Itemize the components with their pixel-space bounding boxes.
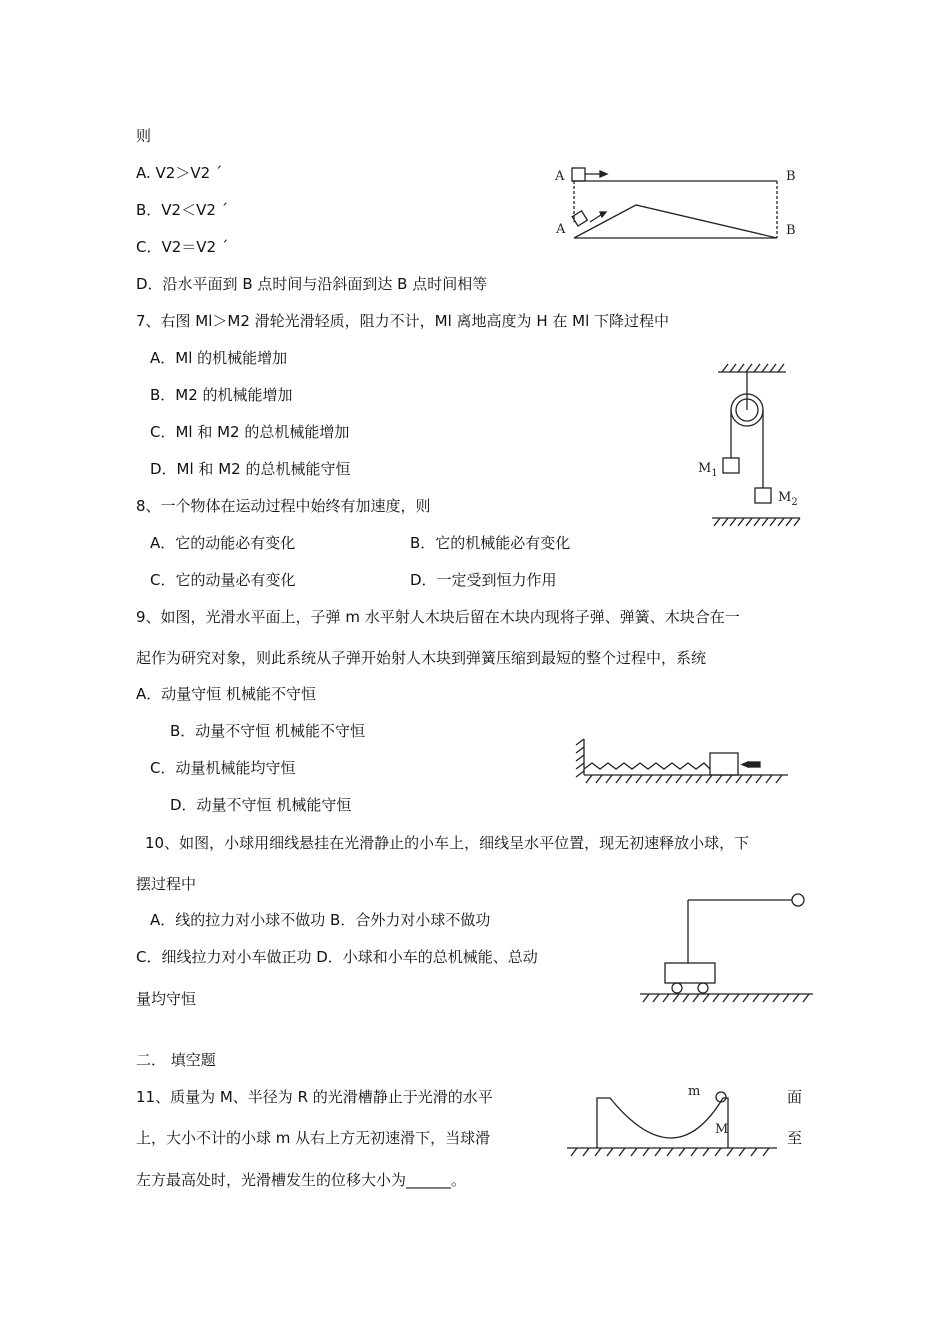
q8-option-b: B．它的机械能必有变化	[410, 534, 571, 552]
q9-floor-hatch	[586, 775, 782, 783]
q9-option-c: C．动量机械能均守恒	[150, 759, 296, 777]
q10-options-cd: C．细线拉力对小车做正功 D．小球和小车的总机械能、总动	[136, 948, 538, 966]
q8-option-a: A．它的动能必有变化	[150, 534, 296, 552]
q6-option-a: A. V2＞V2 ´	[136, 164, 223, 182]
q6-label-b-bottom: B	[786, 223, 796, 238]
q7-mass-m1	[723, 458, 739, 473]
q6-tail: 则	[136, 127, 152, 145]
q10-stem-line1: 10、如图，小球用细线悬挂在光滑静止的小车上，细线呈水平位置，现无初速释放小球，下	[145, 834, 750, 852]
q7-pulley-figure	[690, 360, 820, 535]
q7-label-m2: $M_2$	[778, 490, 798, 508]
q6-option-d: D．沿水平面到 B 点时间与沿斜面到达 B 点时间相等	[136, 275, 488, 293]
q11-label-M: M	[715, 1122, 729, 1137]
q6-label-a-bottom: A	[556, 222, 566, 237]
q9-spring	[584, 763, 710, 769]
q8-stem: 8、一个物体在运动过程中始终有加速度，则	[136, 497, 431, 515]
q11-ground-hatch	[571, 1148, 769, 1156]
q10-stem-line2: 摆过程中	[136, 875, 197, 893]
q11-line2: 上，大小不计的小球 m 从右上方无初速滑下，当球滑	[136, 1129, 491, 1147]
q10-option-d-continued: 量均守恒	[136, 990, 197, 1008]
q11-groove-figure	[565, 1078, 780, 1158]
q6-label-a-top: A	[555, 169, 565, 184]
q9-stem-line1: 9、如图，光滑水平面上，子弹 m 水平射人木块后留在木块内现将子弹、弹簧、木块合在一	[136, 608, 740, 626]
q11-line1-end: 面	[787, 1088, 803, 1106]
q10-ball	[792, 894, 804, 906]
q11-label-m: m	[688, 1084, 701, 1099]
q7-ground-hatch	[714, 518, 800, 526]
q11-line2-end: 至	[787, 1129, 803, 1147]
q9-stem-line2: 起作为研究对象，则此系统从子弹开始射人木块到弹簧压缩到最短的整个过程中，系统	[136, 649, 707, 667]
q7-stem: 7、右图 Ml＞M2 滑轮光滑轻质，阻力不计，Ml 离地高度为 H 在 Ml 下降过程中	[136, 312, 670, 330]
q11-line3: 左方最高处时，光滑槽发生的位移大小为______。	[136, 1171, 467, 1189]
q7-mass-m2	[755, 488, 771, 503]
q6-option-b: B．V2＜V2 ´	[136, 201, 229, 219]
q7-ceiling-hatch	[722, 364, 784, 372]
q8-option-c: C．它的动量必有变化	[150, 571, 296, 589]
q9-option-b: B．动量不守恒 机械能不守恒	[170, 722, 366, 740]
q7-option-b: B．M2 的机械能增加	[150, 386, 293, 404]
q9-option-a: A．动量守恒 机械能不守恒	[136, 685, 317, 703]
q11-line1: 11、质量为 M、半径为 R 的光滑槽静止于光滑的水平	[136, 1088, 493, 1106]
q10-wheel-left	[672, 983, 682, 993]
q9-bullet	[748, 762, 760, 767]
q6-block-top	[572, 168, 585, 181]
q10-cart	[665, 963, 715, 983]
q10-options-ab: A．线的拉力对小球不做功 B．合外力对小球不做功	[150, 911, 491, 929]
q6-incline-path	[574, 205, 777, 238]
q11-groove-block	[597, 1098, 728, 1148]
q7-option-d: D．Ml 和 M2 的总机械能守恒	[150, 460, 351, 478]
q9-block	[710, 753, 738, 775]
q7-option-c: C．Ml 和 M2 的总机械能增加	[150, 423, 350, 441]
q10-wheel-right	[698, 983, 708, 993]
q7-option-a: A．Ml 的机械能增加	[150, 349, 288, 367]
q6-option-c: C．V2＝V2 ´	[136, 238, 229, 256]
q9-wall-hatch	[576, 739, 584, 777]
q10-cart-pendulum-figure	[635, 890, 820, 1015]
q10-ground-hatch	[643, 994, 809, 1002]
q9-option-d: D．动量不守恒 机械能守恒	[170, 796, 352, 814]
q6-incline-figure	[550, 160, 810, 250]
q6-label-b-top: B	[786, 169, 796, 184]
q8-option-d: D．一定受到恒力作用	[410, 571, 557, 589]
q9-spring-block-figure	[570, 735, 795, 795]
q7-label-m1: $M_1$	[698, 461, 718, 479]
section-2-title: 二． 填空题	[136, 1051, 216, 1069]
